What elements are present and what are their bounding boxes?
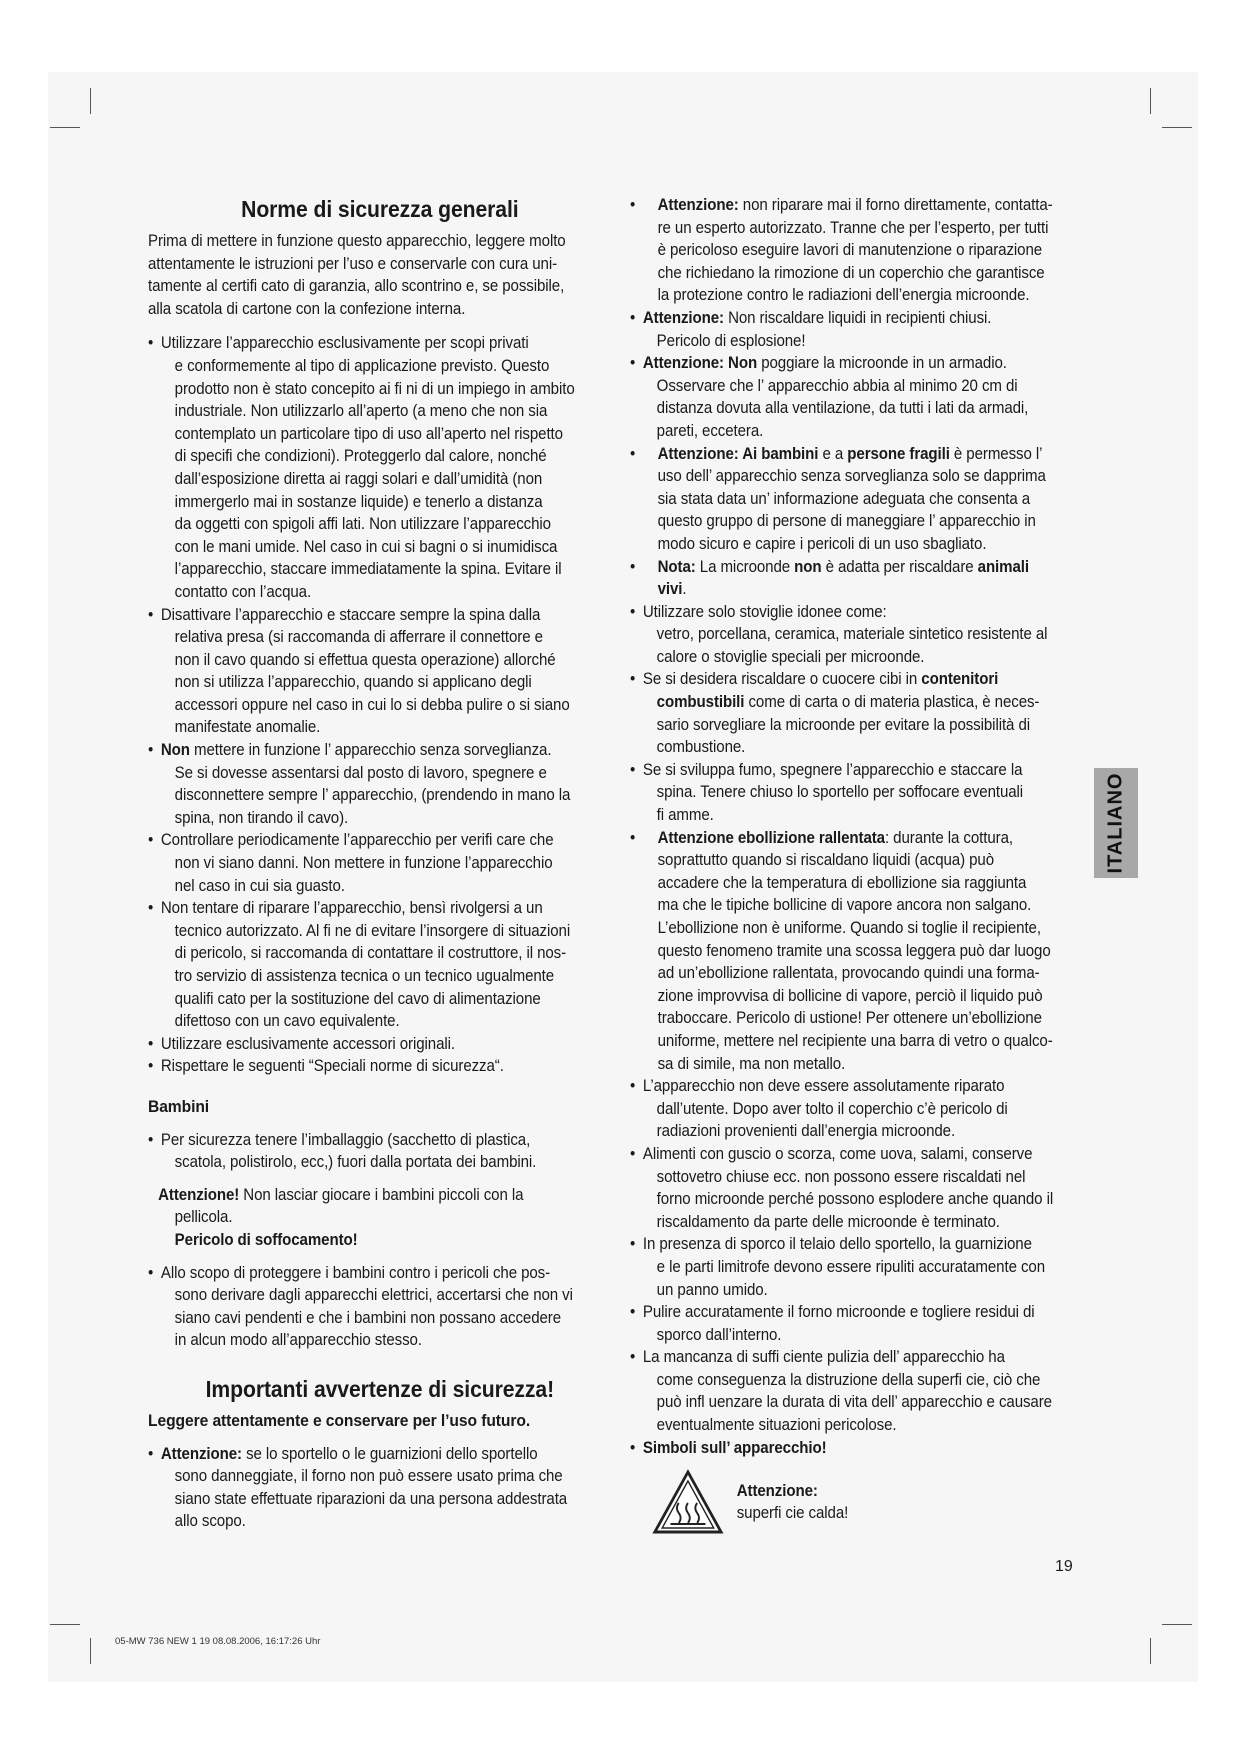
text-line: re un esperto autorizzato. Tranne che per l’esperto, per tutti	[657, 218, 1049, 237]
text-span: Se si desidera riscaldare o cuocere cibi in	[642, 670, 922, 689]
bold-text: Attenzione:	[160, 1444, 242, 1463]
crop-mark	[1162, 1624, 1192, 1625]
text-line: • Pulire accuratamente il forno microonde e togliere residui di	[642, 1303, 1035, 1322]
language-tab	[1094, 768, 1138, 878]
bold-text: combustibili	[656, 693, 745, 712]
bold-text: animali	[977, 557, 1029, 576]
text-line: nel caso in cui sia guasto.	[174, 876, 345, 895]
text-line: allo scopo.	[174, 1512, 246, 1531]
text-line: zione improvvisa di bollicine di vapore, perciò il liquido può	[657, 986, 1043, 1005]
text-line	[643, 307, 1109, 330]
text-line: uniforme, mettere nel recipiente una barra di vetro o qualco-	[657, 1031, 1053, 1050]
text-line: non il cavo quando si effettua questa operazione) allorché	[174, 650, 556, 669]
text-span: .	[682, 580, 687, 599]
text-line	[161, 739, 612, 762]
list-item	[630, 759, 1108, 827]
text-line: immergerlo mai in sostanze liquide) e tenerlo a distanza	[174, 492, 543, 511]
text-line: relativa presa (si raccomanda di afferrare il connettore e	[174, 628, 543, 647]
left-column	[148, 194, 612, 1533]
text-line: traboccare. Pericolo di ustione! Per ottenere un’ebollizione	[657, 1009, 1042, 1028]
crop-mark	[1150, 88, 1151, 114]
text-line: distanza dovuta alla ventilazione, da tutti i lati da armadi,	[656, 399, 1029, 418]
list-item	[630, 1075, 1108, 1143]
text-line	[658, 443, 1109, 466]
text-line: che richiedano la rimozione di un coperchio che garantisce	[657, 263, 1045, 282]
text-line: di specifi che condizioni). Proteggerlo dal calore, nonché	[174, 447, 547, 466]
text-line	[658, 578, 1109, 601]
text-line: tecnico autorizzato. Al fi ne di evitare l’insorgere di situazioni	[174, 921, 571, 940]
text-line: attentamente le istruzioni per l’uso e conservarle con cura uni-	[148, 254, 558, 273]
text-line: dall’esposizione diretta ai raggi solari e dall’umidità (non	[174, 469, 543, 488]
intro-paragraph	[148, 230, 612, 320]
text-line: contatto con l’acqua.	[174, 582, 312, 601]
list-item	[148, 739, 612, 829]
text-line: spina. Tenere chiuso lo sportello per soffocare eventuali	[656, 783, 1024, 802]
text-line: tamente al certifi cato di garanzia, allo scontrino e, se possibile,	[148, 277, 565, 296]
list-item	[148, 604, 612, 740]
text-line	[658, 556, 1109, 579]
bold-text: non	[794, 557, 822, 576]
text-line: con le mani umide. Nel caso in cui si bagni o si inumidisca	[174, 537, 558, 556]
text-span: se lo sportello o le guarnizioni dello sportello	[241, 1444, 538, 1463]
text-line: sono derivare dagli apparecchi elettrici, accertarsi che non vi	[174, 1286, 573, 1305]
bold-text: Non	[160, 741, 190, 760]
list-item	[148, 829, 612, 897]
text-line: è pericoloso eseguire lavori di manutenzione o riparazione	[657, 241, 1043, 260]
bold-text: vivi	[657, 580, 683, 599]
text-line: calore o stoviglie speciali per microonde.	[656, 647, 925, 666]
list-item	[148, 1033, 612, 1056]
text-line: modo sicuro e capire i pericoli di un uso sbagliato.	[657, 534, 987, 553]
text-line	[161, 1443, 612, 1466]
text-line: combustione.	[656, 738, 746, 757]
hot-surface-warning	[630, 1469, 1108, 1535]
text-line	[658, 827, 1109, 850]
language-tab-label: ITALIANO	[1104, 772, 1127, 874]
text-line: • Se si sviluppa fumo, spegnere l’apparecchio e staccare la	[642, 760, 1023, 779]
section-title: Norme di sicurezza generali	[241, 196, 519, 222]
text-line: Prima di mettere in funzione questo apparecchio, leggere molto	[148, 232, 566, 250]
text-line: accadere che la temperatura di ebollizione sia raggiunta	[657, 873, 1027, 892]
crop-mark	[1150, 1638, 1151, 1664]
text-line	[158, 1184, 612, 1207]
list-item	[630, 443, 1108, 556]
text-line: difettoso con un cavo equivalente.	[174, 1012, 400, 1031]
text-line: dall’utente. Dopo aver tolto il coperchio c’è pericolo di	[656, 1099, 1008, 1118]
crop-mark	[50, 127, 80, 128]
text-line	[643, 668, 1109, 691]
text-span: come di carta o di materia plastica, è neces-	[744, 693, 1040, 712]
text-span: poggiare la microonde in un armadio.	[757, 354, 1007, 373]
text-line: non si utilizza l’apparecchio, quando si applicano degli	[174, 673, 532, 692]
text-line: sario sorvegliare la microonde per evitare la possibilità di	[656, 715, 1031, 734]
text-line: ma che le tipiche bollicine di vapore ancora non salgano.	[657, 896, 1032, 915]
crop-mark	[1162, 127, 1192, 128]
attention-note	[148, 1184, 612, 1252]
hot-surface-warning-icon	[652, 1469, 724, 1535]
crop-mark	[90, 88, 91, 114]
bambini-heading: Bambini	[148, 1096, 210, 1116]
text-line: • Utilizzare esclusivamente accessori originali.	[160, 1034, 456, 1053]
text-span: : durante la cottura,	[884, 828, 1013, 847]
bold-text: Attenzione:	[657, 196, 739, 214]
text-span: è adatta per riscaldare	[821, 557, 978, 576]
text-line: • Utilizzare solo stoviglie idonee come:	[642, 602, 887, 621]
list-item	[630, 1143, 1108, 1233]
text-line: superfi cie calda!	[736, 1504, 849, 1523]
text-line: pareti, eccetera.	[656, 421, 764, 440]
text-line: la protezione contro le radiazioni dell’energia microonde.	[657, 286, 1030, 305]
list-item	[148, 897, 612, 1033]
text-line: di pericolo, si raccomanda di contattare il costruttore, il nos-	[174, 944, 567, 963]
print-footer: 05-MW 736 NEW 1 19 08.08.2006, 16:17:26 Uhr	[115, 1636, 321, 1647]
text-line: forno microonde perché possono esplodere anche quando il	[656, 1190, 1054, 1209]
text-line: da oggetti con spigoli affi lati. Non utilizzare l’apparecchio	[174, 515, 551, 534]
text-span: Non riscaldare liquidi in recipienti chiusi.	[723, 308, 992, 327]
bold-text: Attenzione ebollizione rallentata	[657, 828, 885, 847]
text-span: La microonde	[695, 557, 795, 576]
crop-mark	[90, 1638, 91, 1664]
text-line: • Disattivare l’apparecchio e staccare sempre la spina dalla	[160, 605, 541, 624]
list-item	[630, 1346, 1108, 1436]
text-line: contemplato un particolare tipo di uso all’aperto nel rispetto	[174, 424, 563, 443]
text-line: spina, non tirando il cavo).	[174, 808, 349, 827]
list-item	[148, 1262, 612, 1352]
warning-text	[737, 1480, 849, 1525]
text-line: sporco dall’interno.	[656, 1325, 782, 1344]
text-line	[658, 194, 1109, 217]
text-line: accessori oppure nel caso in cui lo si debba pulire o si siano	[174, 695, 570, 714]
text-line: Osservare che l’ apparecchio abbia al minimo 20 cm di	[656, 376, 1018, 395]
text-line: • Allo scopo di proteggere i bambini contro i pericoli che pos-	[160, 1263, 551, 1282]
text-line: • Per sicurezza tenere l’imballaggio (sacchetto di plastica,	[160, 1130, 531, 1149]
text-line: • Rispettare le seguenti “Speciali norme di sicurezza“.	[160, 1057, 504, 1076]
list-item	[148, 1055, 612, 1078]
text-line: • Controllare periodicamente l’apparecchio per verifi care che	[160, 831, 554, 850]
page-number: 19	[1055, 1558, 1073, 1575]
text-line: manifestate anomalie.	[174, 718, 321, 737]
text-line: pellicola.	[174, 1208, 233, 1227]
text-line: alla scatola di cartone con la confezione interna.	[148, 299, 466, 318]
text-line	[657, 691, 1109, 714]
text-line: radiazioni provenienti dall’energia microonde.	[656, 1122, 956, 1141]
text-line: sono danneggiate, il forno non può essere usato prima che	[174, 1467, 563, 1486]
text-span: non riparare mai il forno direttamente, contatta-	[738, 196, 1053, 214]
text-line: qualifi cato per la sostituzione del cavo di alimentazione	[174, 989, 541, 1008]
text-line: e le parti limitrofe devono essere ripuliti accuratamente con	[656, 1257, 1046, 1276]
text-line: • In presenza di sporco il telaio dello sportello, la guarnizione	[642, 1235, 1032, 1254]
text-span: Non lasciar giocare i bambini piccoli con la	[239, 1185, 524, 1204]
list-item	[148, 1129, 612, 1174]
text-line: • L’apparecchio non deve essere assolutamente riparato	[642, 1077, 1005, 1096]
right-column	[630, 194, 1108, 1535]
text-line: industriale. Non utilizzarlo all’aperto (a meno che non sia	[174, 402, 548, 421]
text-line: • Utilizzare l’apparecchio esclusivamente per scopi privati	[160, 334, 529, 353]
list-item	[630, 1301, 1108, 1346]
bold-text: Nota:	[657, 557, 696, 576]
text-line: fi amme.	[656, 806, 714, 825]
text-line: l’apparecchio, staccare immediatamente la spina. Evitare il	[174, 560, 562, 579]
text-span: e a	[818, 444, 848, 463]
text-span: è permesso l’	[949, 444, 1043, 463]
text-line: riscaldamento da parte delle microonde è terminato.	[656, 1212, 1000, 1231]
list-item	[630, 1437, 1108, 1460]
list-item	[630, 668, 1108, 758]
text-line: in alcun modo all’apparecchio stesso.	[174, 1331, 422, 1350]
bold-text: Attenzione:	[736, 1481, 818, 1500]
text-line: non vi siano danni. Non mettere in funzione l’apparecchio	[174, 854, 553, 873]
text-line: • Alimenti con guscio o scorza, come uova, salami, conserve	[642, 1144, 1033, 1163]
text-line: e conformemente al tipo di applicazione previsto. Questo	[174, 356, 550, 375]
text-line: può infl uenzare la durata di vita dell’ apparecchio e causare	[656, 1393, 1052, 1412]
text-line: • Non tentare di riparare l’apparecchio, bensì rivolgersi a un	[160, 899, 543, 918]
list-item	[630, 601, 1108, 669]
bold-text: persone fragili	[847, 444, 950, 463]
text-line: eventualmente situazioni pericolose.	[656, 1416, 897, 1435]
text-line: siano cavi pendenti e che i bambini non possano accedere	[174, 1308, 562, 1327]
text-line: Se si dovesse assentarsi dal posto di lavoro, spegnere e	[174, 763, 547, 782]
text-line: un panno umido.	[656, 1280, 768, 1299]
text-line: vetro, porcellana, ceramica, materiale sintetico resistente al	[656, 625, 1048, 644]
list-item	[148, 332, 612, 603]
text-line: questo fenomeno tramite una scossa leggera può dar luogo	[657, 941, 1051, 960]
text-line: sa di simile, ma non metallo.	[657, 1054, 846, 1073]
list-item	[630, 307, 1108, 352]
text-line: sia stata data un’ informazione adeguata che consenta a	[657, 489, 1031, 508]
list-item	[148, 1443, 612, 1533]
text-line: prodotto non è stato concepito ai fi ni di un impiego in ambito	[174, 379, 575, 398]
text-line: • La mancanza di suffi ciente pulizia dell’ apparecchio ha	[642, 1348, 1005, 1367]
text-line: siano state effettuate riparazioni da una persona addestrata	[174, 1489, 568, 1508]
text-line: uso dell’ apparecchio senza sorveglianza solo se dapprima	[657, 467, 1046, 486]
text-line: ad un’ebollizione rallentata, provocando quindi una forma-	[657, 964, 1040, 983]
list-item	[630, 352, 1108, 442]
bold-text: • Simboli sull’ apparecchio!	[642, 1438, 827, 1457]
text-line: scatola, polistirolo, ecc,) fuori dalla portata dei bambini.	[174, 1153, 537, 1172]
text-line: L’ebollizione non è uniforme. Quando si toglie il recipiente,	[657, 919, 1041, 937]
danger-text: Pericolo di soffocamento!	[174, 1230, 358, 1249]
text-line: sottovetro chiuse ecc. non possono essere riscaldati nel	[656, 1167, 1026, 1186]
bold-text: Attenzione: Non	[642, 354, 758, 373]
text-line: questo gruppo di persone di maneggiare l’ apparecchio in	[657, 512, 1036, 531]
section-title: Importanti avvertenze di sicurezza!	[205, 1375, 555, 1402]
list-item	[630, 556, 1108, 601]
text-line: soprattutto quando si riscaldano liquidi (acqua) può	[657, 851, 995, 870]
text-line: tro servizio di assistenza tecnica o un tecnico ugualmente	[174, 967, 555, 985]
text-line	[643, 352, 1109, 375]
list-item	[630, 194, 1108, 307]
bold-text: Attenzione:	[642, 308, 724, 327]
list-item	[630, 827, 1108, 1076]
list-item	[630, 1233, 1108, 1301]
text-line: disconnettere sempre l’ apparecchio, (prendendo in mano la	[174, 786, 571, 805]
bold-text: contenitori	[921, 670, 999, 689]
text-span: mettere in funzione l’ apparecchio senza sorveglianza.	[189, 741, 552, 760]
bold-text: Attenzione!	[158, 1185, 240, 1204]
bold-text: Attenzione: Ai bambini	[657, 444, 819, 463]
crop-mark	[50, 1624, 80, 1625]
section-subtitle: Leggere attentamente e conservare per l’uso futuro.	[148, 1410, 531, 1430]
text-line: come conseguenza la distruzione della superfi cie, ciò che	[656, 1370, 1041, 1389]
text-line: Pericolo di esplosione!	[656, 331, 806, 350]
